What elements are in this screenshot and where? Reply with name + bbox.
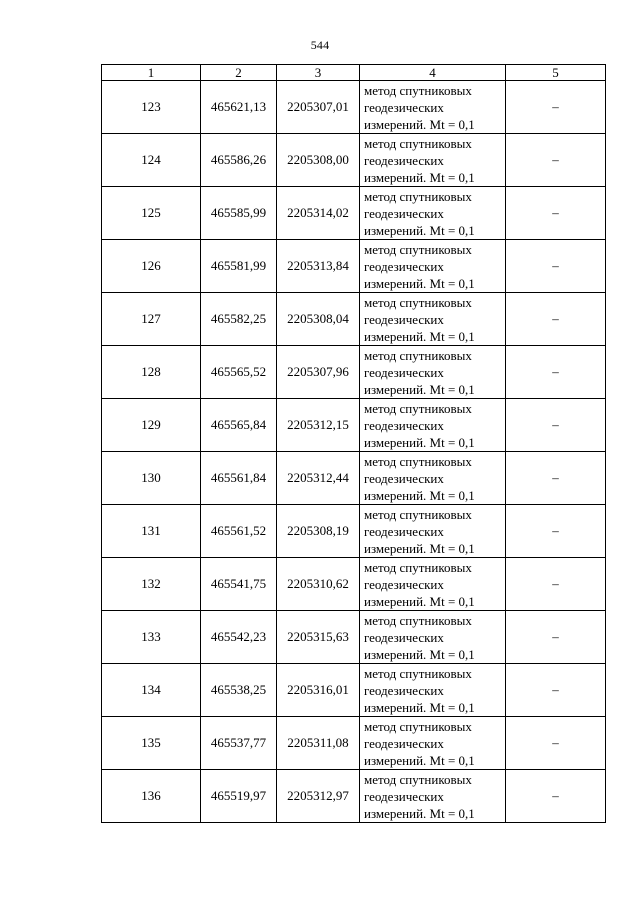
method-line: геодезических: [364, 152, 444, 168]
method-cell: [360, 346, 506, 399]
table-row: [102, 611, 606, 664]
x-coordinate-cell: 465582,25: [201, 293, 277, 346]
method-cell: [360, 717, 506, 770]
point-number-cell: 130: [102, 452, 201, 505]
method-line: измерений. Mt = 0,1: [364, 805, 475, 821]
method-line: геодезических: [364, 576, 444, 592]
point-number-cell: 126: [102, 240, 201, 293]
x-coordinate-cell: 465542,23: [201, 611, 277, 664]
y-coordinate-cell: 2205312,97: [277, 770, 360, 823]
coordinates-table: [101, 64, 606, 823]
method-cell: [360, 187, 506, 240]
method-line: измерений. Mt = 0,1: [364, 487, 475, 503]
y-coordinate-cell: 2205307,96: [277, 346, 360, 399]
method-line: геодезических: [364, 311, 444, 327]
y-coordinate-cell: 2205316,01: [277, 664, 360, 717]
x-coordinate-cell: 465565,52: [201, 346, 277, 399]
x-coordinate-cell: 465561,84: [201, 452, 277, 505]
table-row: [102, 664, 606, 717]
y-coordinate-cell: 2205308,19: [277, 505, 360, 558]
note-cell: –: [506, 240, 606, 293]
method-line: измерений. Mt = 0,1: [364, 752, 475, 768]
table-row: [102, 505, 606, 558]
method-cell: [360, 611, 506, 664]
y-coordinate-cell: 2205308,04: [277, 293, 360, 346]
method-line: измерений. Mt = 0,1: [364, 275, 475, 291]
method-line: измерений. Mt = 0,1: [364, 116, 475, 132]
method-line: измерений. Mt = 0,1: [364, 222, 475, 238]
method-cell: [360, 505, 506, 558]
header-cell-3: 3: [277, 65, 360, 81]
method-line: геодезических: [364, 364, 444, 380]
method-line: метод спутниковых: [364, 771, 472, 787]
method-line: метод спутниковых: [364, 347, 472, 363]
point-number-cell: 125: [102, 187, 201, 240]
point-number-cell: 128: [102, 346, 201, 399]
point-number-cell: 129: [102, 399, 201, 452]
table-row: [102, 293, 606, 346]
method-line: геодезических: [364, 788, 444, 804]
method-cell: [360, 664, 506, 717]
method-cell: [360, 558, 506, 611]
method-cell: [360, 293, 506, 346]
method-cell: [360, 770, 506, 823]
method-line: метод спутниковых: [364, 612, 472, 628]
point-number-cell: 123: [102, 81, 201, 134]
note-cell: –: [506, 81, 606, 134]
note-cell: –: [506, 770, 606, 823]
method-line: измерений. Mt = 0,1: [364, 646, 475, 662]
method-cell: [360, 240, 506, 293]
method-line: метод спутниковых: [364, 135, 472, 151]
table-row: [102, 770, 606, 823]
x-coordinate-cell: 465538,25: [201, 664, 277, 717]
method-line: метод спутниковых: [364, 665, 472, 681]
method-line: геодезических: [364, 682, 444, 698]
method-line: геодезических: [364, 258, 444, 274]
table-row: [102, 558, 606, 611]
method-line: геодезических: [364, 629, 444, 645]
method-line: измерений. Mt = 0,1: [364, 593, 475, 609]
y-coordinate-cell: 2205314,02: [277, 187, 360, 240]
y-coordinate-cell: 2205308,00: [277, 134, 360, 187]
point-number-cell: 135: [102, 717, 201, 770]
point-number-cell: 136: [102, 770, 201, 823]
note-cell: –: [506, 664, 606, 717]
y-coordinate-cell: 2205311,08: [277, 717, 360, 770]
x-coordinate-cell: 465541,75: [201, 558, 277, 611]
point-number-cell: 124: [102, 134, 201, 187]
point-number-cell: 133: [102, 611, 201, 664]
y-coordinate-cell: 2205315,63: [277, 611, 360, 664]
method-line: метод спутниковых: [364, 400, 472, 416]
method-line: геодезических: [364, 735, 444, 751]
note-cell: –: [506, 505, 606, 558]
point-number-cell: 134: [102, 664, 201, 717]
method-cell: [360, 81, 506, 134]
table-row: [102, 399, 606, 452]
header-cell-2: 2: [201, 65, 277, 81]
y-coordinate-cell: 2205312,15: [277, 399, 360, 452]
x-coordinate-cell: 465561,52: [201, 505, 277, 558]
method-line: измерений. Mt = 0,1: [364, 434, 475, 450]
method-line: измерений. Mt = 0,1: [364, 381, 475, 397]
table-header-row: [102, 65, 606, 81]
method-cell: [360, 134, 506, 187]
note-cell: –: [506, 452, 606, 505]
method-line: геодезических: [364, 470, 444, 486]
method-line: метод спутниковых: [364, 453, 472, 469]
method-line: измерений. Mt = 0,1: [364, 540, 475, 556]
x-coordinate-cell: 465565,84: [201, 399, 277, 452]
method-line: геодезических: [364, 417, 444, 433]
note-cell: –: [506, 134, 606, 187]
method-line: метод спутниковых: [364, 241, 472, 257]
table-row: [102, 452, 606, 505]
point-number-cell: 132: [102, 558, 201, 611]
method-line: измерений. Mt = 0,1: [364, 699, 475, 715]
table-body: [102, 65, 606, 823]
x-coordinate-cell: 465581,99: [201, 240, 277, 293]
header-cell-1: 1: [102, 65, 201, 81]
y-coordinate-cell: 2205313,84: [277, 240, 360, 293]
table-row: [102, 717, 606, 770]
note-cell: –: [506, 558, 606, 611]
note-cell: –: [506, 717, 606, 770]
table-row: [102, 134, 606, 187]
page-number: 544: [310, 38, 330, 52]
point-number-cell: 127: [102, 293, 201, 346]
method-line: геодезических: [364, 99, 444, 115]
note-cell: –: [506, 399, 606, 452]
y-coordinate-cell: 2205310,62: [277, 558, 360, 611]
x-coordinate-cell: 465537,77: [201, 717, 277, 770]
note-cell: –: [506, 293, 606, 346]
method-line: метод спутниковых: [364, 294, 472, 310]
note-cell: –: [506, 187, 606, 240]
table-row: [102, 346, 606, 399]
x-coordinate-cell: 465519,97: [201, 770, 277, 823]
y-coordinate-cell: 2205312,44: [277, 452, 360, 505]
table-row: [102, 187, 606, 240]
x-coordinate-cell: 465621,13: [201, 81, 277, 134]
note-cell: –: [506, 346, 606, 399]
method-line: метод спутниковых: [364, 506, 472, 522]
method-line: геодезических: [364, 205, 444, 221]
x-coordinate-cell: 465586,26: [201, 134, 277, 187]
method-line: метод спутниковых: [364, 718, 472, 734]
method-line: метод спутниковых: [364, 188, 472, 204]
method-cell: [360, 452, 506, 505]
note-cell: –: [506, 611, 606, 664]
method-line: измерений. Mt = 0,1: [364, 328, 475, 344]
method-line: измерений. Mt = 0,1: [364, 169, 475, 185]
header-cell-5: 5: [506, 65, 606, 81]
table-row: [102, 81, 606, 134]
y-coordinate-cell: 2205307,01: [277, 81, 360, 134]
method-line: метод спутниковых: [364, 82, 472, 98]
method-line: метод спутниковых: [364, 559, 472, 575]
method-cell: [360, 399, 506, 452]
point-number-cell: 131: [102, 505, 201, 558]
table-row: [102, 240, 606, 293]
header-cell-4: 4: [360, 65, 506, 81]
x-coordinate-cell: 465585,99: [201, 187, 277, 240]
method-line: геодезических: [364, 523, 444, 539]
